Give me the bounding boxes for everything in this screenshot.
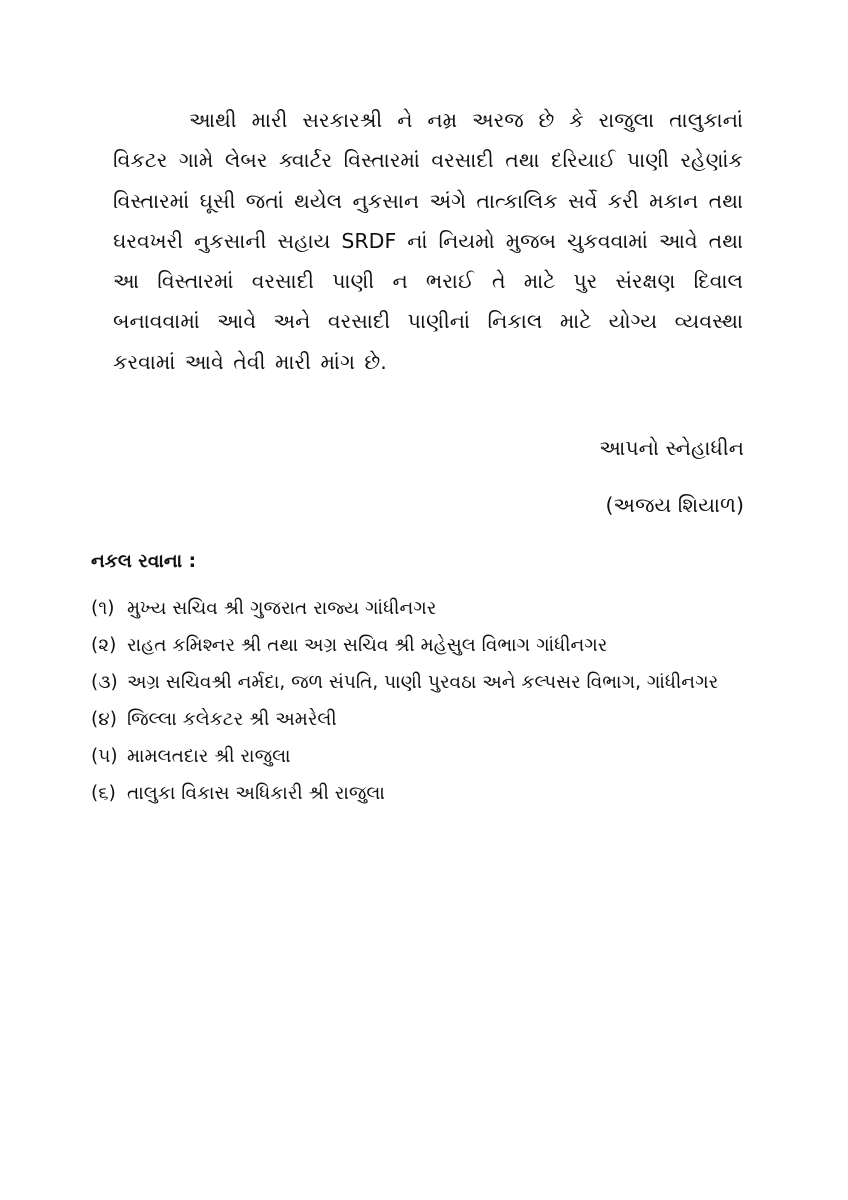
copy-to-item xyxy=(91,738,761,775)
copy-to-item xyxy=(91,627,761,664)
copy-to-item xyxy=(91,701,761,738)
copy-to-list xyxy=(91,590,761,812)
copy-to-heading: નકલ રવાના : xyxy=(91,551,197,572)
copy-to-item-text: રાહત કમિશ્નર શ્રી તથા અગ્ર સચિવ શ્રી મહેસુલ વિભાગ ગાંધીનગર xyxy=(127,635,608,656)
copy-to-item-number: (૪) xyxy=(91,709,117,730)
copy-to-item-number: (૨) xyxy=(91,635,117,656)
copy-to-item-text: અગ્ર સચિવશ્રી નર્મદા, જળ સંપતિ, પાણી પુરવઠા અને કલ્પસર વિભાગ, ગાંધીનગર xyxy=(127,672,719,693)
copy-to-item-text: મામલતદાર શ્રી રાજુલા xyxy=(127,746,291,767)
copy-to-item-number: (૩) xyxy=(91,672,118,693)
copy-to-item-number: (૧) xyxy=(91,598,115,619)
copy-to-item-text: મુખ્ય સચિવ શ્રી ગુજરાત રાજ્ય ગાંધીનગર xyxy=(127,598,437,619)
copy-to-item-number: (૬) xyxy=(91,783,116,804)
copy-to-item xyxy=(91,590,761,627)
copy-to-item-text: જિલ્લા કલેકટર શ્રી અમરેલી xyxy=(127,709,337,730)
closing-regards: આપનો સ્નેહાધીન xyxy=(599,436,744,460)
copy-to-item xyxy=(91,664,761,701)
copy-to-item-text: તાલુકા વિકાસ અધિકારી શ્રી રાજુલા xyxy=(127,783,385,804)
copy-to-item xyxy=(91,775,761,812)
signatory-name: (અજય શિયાળ) xyxy=(605,493,744,517)
letter-body-paragraph: આથી મારી સરકારશ્રી ને નમ્ર અરજ છે કે રાજુલા તાલુકાનાં વિકટર ગામે લેબર ક્વાર્ટર વિસ્તારમાં વરસાદી તથા દરિયાઈ પાણી રહેણાંક વિસ્તારમાં ઘૂસી જતાં થયેલ નુકસાન અંગે તાત્કાલિક સર્વે કરી મકાન તથા ઘરવખરી નુકસાની સહાય SRDF નાં નિયમો મુજબ ચુકવવામાં આવે તથા આ વિસ્તારમાં વરસાદી પાણી ન ભરાઈ તે માટે પુર સંરક્ષણ દિવાલ બનાવવામાં આવે અને વરસાદી પાણીનાં નિકાલ માટે યોગ્ય વ્યવસ્થા કરવામાં આવે તેવી મારી માંગ છે. xyxy=(113,108,743,374)
copy-to-item-number: (૫) xyxy=(91,746,118,767)
